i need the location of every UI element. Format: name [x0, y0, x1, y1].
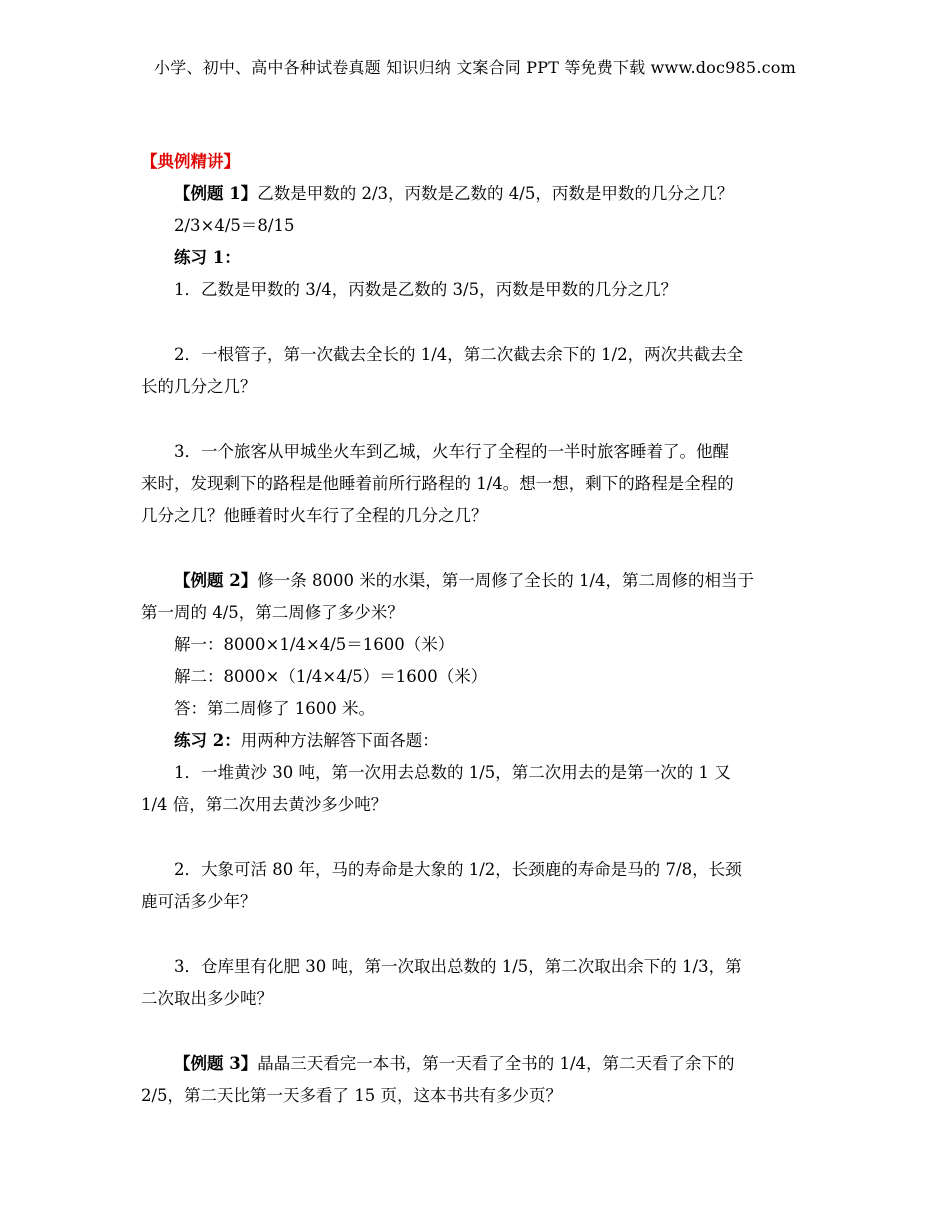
example-2-label: 【例题 2】 — [174, 571, 258, 590]
document-body — [141, 146, 811, 1112]
practice-1-q3-line3: 几分之几？他睡着时火车行了全程的几分之几？ — [141, 506, 488, 525]
practice-1-q2-line1: 2．一根管子，第一次截去全长的 1/4，第二次截去余下的 1/2，两次共截去全 — [174, 345, 744, 364]
practice-2-label: 练习 2： — [174, 731, 241, 750]
practice-1-q2-line2: 长的几分之几？ — [141, 377, 257, 396]
practice-2-instruction: 用两种方法解答下面各题： — [240, 731, 439, 750]
example-2-answer: 答：第二周修了 1600 米。 — [174, 699, 375, 718]
example-3-question-line2: 2/5，第二天比第一天多看了 15 页，这本书共有多少页？ — [141, 1086, 563, 1105]
example-3-text: 晶晶三天看完一本书，第一天看了全书的 1/4，第二天看了余下的 — [257, 1054, 735, 1073]
practice-1-title: 练习 1： — [174, 248, 241, 267]
practice-2-title — [141, 725, 811, 757]
example-1-text: 乙数是甲数的 2/3，丙数是乙数的 4/5，丙数是甲数的几分之几？ — [257, 184, 734, 203]
example-1-answer: 2/3×4/5＝8/15 — [174, 216, 295, 235]
practice-2-q1-line2: 1/4 倍，第二次用去黄沙多少吨？ — [141, 795, 388, 814]
practice-1-q1: 1．乙数是甲数的 3/4，丙数是乙数的 3/5，丙数是甲数的几分之几？ — [174, 280, 678, 299]
practice-2-q2-line1: 2．大象可活 80 年，马的寿命是大象的 1/2，长颈鹿的寿命是马的 7/8，长颈 — [174, 860, 742, 879]
example-2-solution2: 解二：8000×（1/4×4/5）＝1600（米） — [174, 667, 488, 686]
practice-1-q3-line2: 来时，发现剩下的路程是他睡着前所行路程的 1/4。想一想，剩下的路程是全程的 — [141, 474, 734, 493]
example-2-question-line1 — [141, 565, 811, 597]
section-title: 【典例精讲】 — [141, 152, 240, 171]
example-2-solution1: 解一：8000×1/4×4/5＝1600（米） — [174, 635, 455, 654]
example-2-question-line2: 第一周的 4/5，第二周修了多少米？ — [141, 603, 404, 622]
practice-2-q3-line2: 二次取出多少吨？ — [141, 989, 273, 1008]
header-text: 小学、初中、高中各种试卷真题 知识归纳 文案合同 PPT 等免费下载 www.doc985.com — [154, 58, 796, 77]
page-header — [0, 55, 950, 78]
example-3-label: 【例题 3】 — [174, 1054, 258, 1073]
practice-2-q2-line2: 鹿可活多少年？ — [141, 892, 257, 911]
example-2-text: 修一条 8000 米的水渠，第一周修了全长的 1/4，第二周修的相当于 — [257, 571, 755, 590]
practice-2-q3-line1: 3．仓库里有化肥 30 吨，第一次取出总数的 1/5，第二次取出余下的 1/3，第 — [174, 957, 742, 976]
example-1-label: 【例题 1】 — [174, 184, 258, 203]
practice-2-q1-line1: 1．一堆黄沙 30 吨，第一次用去总数的 1/5，第二次用去的是第一次的 1 又 — [174, 763, 731, 782]
example-1-question — [141, 178, 811, 210]
example-3-question-line1 — [141, 1048, 811, 1080]
practice-1-q3-line1: 3．一个旅客从甲城坐火车到乙城，火车行了全程的一半时旅客睡着了。他醒 — [174, 442, 729, 461]
